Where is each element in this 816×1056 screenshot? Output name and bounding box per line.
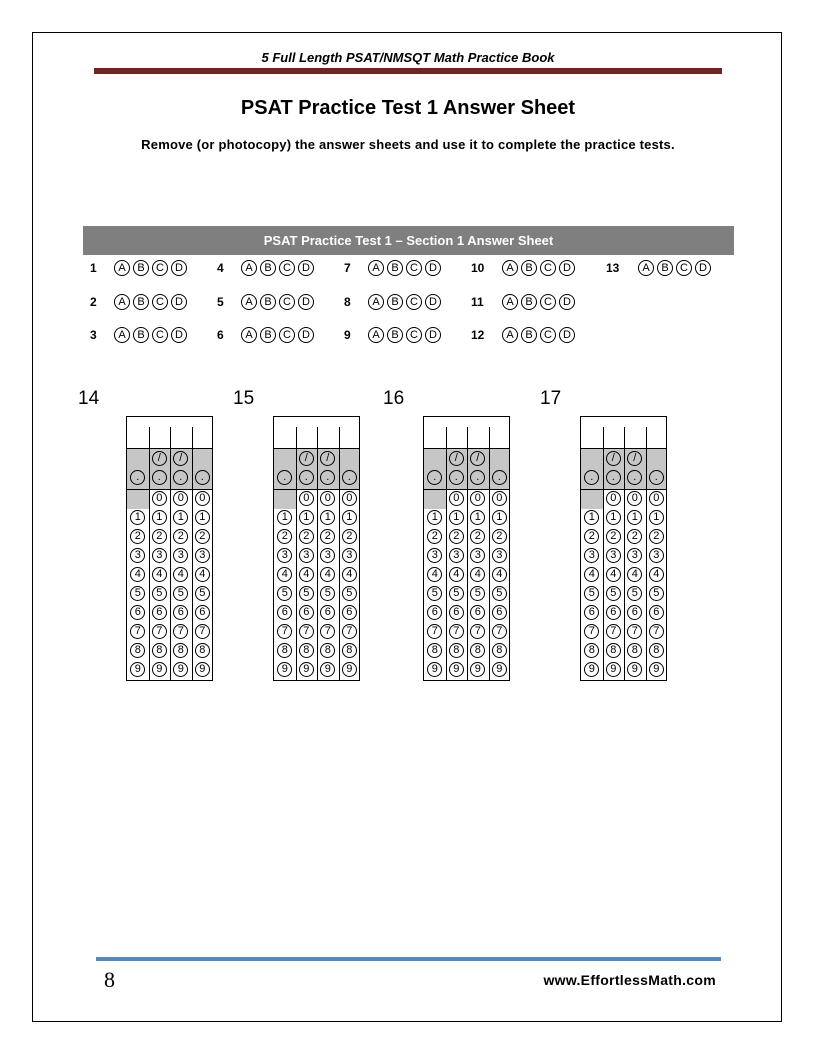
grid-bubble[interactable]: / bbox=[320, 451, 335, 466]
answer-bubble[interactable]: C bbox=[279, 260, 295, 276]
grid-bubble[interactable]: 5 bbox=[277, 586, 292, 601]
answer-bubble[interactable]: D bbox=[695, 260, 711, 276]
grid-bubble[interactable]: 3 bbox=[320, 548, 335, 563]
grid-bubble[interactable]: 4 bbox=[342, 567, 357, 582]
grid-bubble[interactable]: 2 bbox=[130, 529, 145, 544]
grid-bubble[interactable]: 9 bbox=[649, 662, 664, 677]
answer-bubble[interactable]: C bbox=[406, 294, 422, 310]
grid-bubble[interactable]: 6 bbox=[606, 605, 621, 620]
grid-column-line bbox=[149, 427, 150, 680]
grid-bubble[interactable]: 6 bbox=[195, 605, 210, 620]
grid-bubble[interactable]: 2 bbox=[152, 529, 167, 544]
grid-bubble[interactable]: 9 bbox=[427, 662, 442, 677]
grid-bubble[interactable]: 0 bbox=[173, 491, 188, 506]
grid-bubble[interactable]: / bbox=[627, 451, 642, 466]
grid-bubble[interactable]: 7 bbox=[173, 624, 188, 639]
grid-bubble[interactable]: 0 bbox=[320, 491, 335, 506]
answer-bubble[interactable]: A bbox=[502, 260, 518, 276]
answer-bubble[interactable]: B bbox=[133, 260, 149, 276]
grid-bubble[interactable]: 1 bbox=[342, 510, 357, 525]
question-number: 6 bbox=[217, 328, 224, 342]
grid-bubble[interactable]: 8 bbox=[277, 643, 292, 658]
grid-bubble[interactable]: 6 bbox=[130, 605, 145, 620]
grid-bubble[interactable]: 5 bbox=[320, 586, 335, 601]
grid-bubble[interactable]: 8 bbox=[299, 643, 314, 658]
grid-bubble[interactable]: / bbox=[152, 451, 167, 466]
answer-bubble[interactable]: B bbox=[387, 327, 403, 343]
grid-bubble[interactable]: 9 bbox=[320, 662, 335, 677]
grid-bubble[interactable]: . bbox=[299, 470, 314, 485]
grid-question-number: 16 bbox=[383, 388, 405, 409]
grid-bubble[interactable]: 6 bbox=[173, 605, 188, 620]
grid-bubble[interactable]: . bbox=[173, 470, 188, 485]
answer-choices bbox=[241, 327, 314, 343]
grid-bubble[interactable]: 6 bbox=[152, 605, 167, 620]
grid-bubble[interactable]: 9 bbox=[152, 662, 167, 677]
grid-bubble[interactable]: 9 bbox=[299, 662, 314, 677]
question-number: 9 bbox=[344, 328, 351, 342]
grid-bubble[interactable]: 6 bbox=[492, 605, 507, 620]
answer-bubble[interactable]: A bbox=[502, 294, 518, 310]
grid-bubble[interactable]: 4 bbox=[449, 567, 464, 582]
grid-bubble[interactable]: 5 bbox=[584, 586, 599, 601]
grid-bubble[interactable]: 7 bbox=[342, 624, 357, 639]
grid-bubble[interactable]: . bbox=[195, 470, 210, 485]
grid-bubble[interactable]: 4 bbox=[427, 567, 442, 582]
grid-question-number: 14 bbox=[78, 388, 100, 409]
grid-bubble[interactable]: 4 bbox=[299, 567, 314, 582]
answer-bubble[interactable]: B bbox=[133, 327, 149, 343]
grid-bubble[interactable]: 5 bbox=[195, 586, 210, 601]
grid-bubble[interactable]: . bbox=[320, 470, 335, 485]
grid-bubble[interactable]: 7 bbox=[606, 624, 621, 639]
question-number: 8 bbox=[344, 295, 351, 309]
grid-bubble[interactable]: 4 bbox=[277, 567, 292, 582]
grid-bubble[interactable]: / bbox=[470, 451, 485, 466]
answer-bubble[interactable]: D bbox=[425, 260, 441, 276]
shaded-cell bbox=[424, 489, 446, 509]
answer-bubble[interactable]: A bbox=[368, 260, 384, 276]
grid-in-box bbox=[580, 416, 667, 681]
grid-bubble[interactable]: 8 bbox=[320, 643, 335, 658]
grid-bubble[interactable]: 4 bbox=[173, 567, 188, 582]
grid-bubble[interactable]: 6 bbox=[449, 605, 464, 620]
question-number: 3 bbox=[90, 328, 97, 342]
grid-bubble[interactable]: 8 bbox=[584, 643, 599, 658]
grid-bubble[interactable]: 5 bbox=[342, 586, 357, 601]
grid-bubble[interactable]: 7 bbox=[492, 624, 507, 639]
answer-choices bbox=[502, 327, 575, 343]
grid-bubble[interactable]: 7 bbox=[627, 624, 642, 639]
answer-choices bbox=[114, 260, 187, 276]
grid-bubble[interactable]: 0 bbox=[649, 491, 664, 506]
grid-bubble[interactable]: 5 bbox=[492, 586, 507, 601]
grid-bubble[interactable]: 1 bbox=[492, 510, 507, 525]
answer-bubble[interactable]: B bbox=[521, 294, 537, 310]
grid-bubble[interactable]: 9 bbox=[449, 662, 464, 677]
grid-column-line bbox=[489, 427, 490, 680]
grid-bubble[interactable]: 7 bbox=[152, 624, 167, 639]
grid-bubble[interactable]: . bbox=[470, 470, 485, 485]
grid-bubble[interactable]: 2 bbox=[449, 529, 464, 544]
grid-column-line bbox=[192, 427, 193, 680]
grid-bubble[interactable]: 3 bbox=[130, 548, 145, 563]
grid-bubble[interactable]: 4 bbox=[584, 567, 599, 582]
answer-choices bbox=[368, 294, 441, 310]
grid-bubble[interactable]: 7 bbox=[299, 624, 314, 639]
grid-bubble[interactable]: . bbox=[152, 470, 167, 485]
answer-bubble[interactable]: A bbox=[502, 327, 518, 343]
grid-bubble[interactable]: 9 bbox=[130, 662, 145, 677]
grid-bubble[interactable]: 2 bbox=[195, 529, 210, 544]
grid-column-line bbox=[446, 427, 447, 680]
question-number: 13 bbox=[606, 261, 620, 275]
grid-bubble[interactable]: . bbox=[584, 470, 599, 485]
question-number: 4 bbox=[217, 261, 224, 275]
grid-bubble[interactable]: 2 bbox=[320, 529, 335, 544]
grid-column-line bbox=[296, 427, 297, 680]
grid-bubble[interactable]: 8 bbox=[627, 643, 642, 658]
question-number: 12 bbox=[471, 328, 485, 342]
answer-bubble[interactable]: A bbox=[114, 327, 130, 343]
grid-bubble[interactable]: 6 bbox=[342, 605, 357, 620]
answer-bubble[interactable]: C bbox=[540, 294, 556, 310]
grid-bubble[interactable]: 4 bbox=[152, 567, 167, 582]
grid-bubble[interactable]: 9 bbox=[584, 662, 599, 677]
grid-bubble[interactable]: 6 bbox=[299, 605, 314, 620]
grid-bubble[interactable]: 9 bbox=[492, 662, 507, 677]
grid-bubble[interactable]: 7 bbox=[449, 624, 464, 639]
grid-bubble[interactable]: 2 bbox=[342, 529, 357, 544]
grid-bubble[interactable]: 4 bbox=[195, 567, 210, 582]
shaded-cell bbox=[274, 489, 296, 509]
answer-bubble[interactable]: D bbox=[171, 260, 187, 276]
grid-bubble[interactable]: / bbox=[606, 451, 621, 466]
grid-bubble[interactable]: 9 bbox=[173, 662, 188, 677]
answer-choices bbox=[368, 327, 441, 343]
page-title: PSAT Practice Test 1 Answer Sheet bbox=[240, 97, 576, 119]
grid-bubble[interactable]: 7 bbox=[195, 624, 210, 639]
page-number: 8 bbox=[104, 967, 115, 992]
grid-bubble[interactable]: 3 bbox=[195, 548, 210, 563]
grid-bubble[interactable]: 8 bbox=[606, 643, 621, 658]
answer-bubble[interactable]: D bbox=[559, 327, 575, 343]
grid-bubble[interactable]: 4 bbox=[627, 567, 642, 582]
answer-bubble[interactable]: A bbox=[241, 327, 257, 343]
answer-bubble[interactable]: D bbox=[559, 294, 575, 310]
grid-bubble[interactable]: 7 bbox=[427, 624, 442, 639]
answer-bubble[interactable]: C bbox=[540, 327, 556, 343]
grid-bubble[interactable]: 6 bbox=[649, 605, 664, 620]
grid-bubble[interactable]: 4 bbox=[649, 567, 664, 582]
grid-bubble[interactable]: 4 bbox=[492, 567, 507, 582]
grid-bubble[interactable]: 9 bbox=[627, 662, 642, 677]
grid-bubble[interactable]: 5 bbox=[152, 586, 167, 601]
grid-bubble[interactable]: 3 bbox=[342, 548, 357, 563]
answer-bubble[interactable]: C bbox=[540, 260, 556, 276]
answer-bubble[interactable]: B bbox=[387, 260, 403, 276]
grid-bubble[interactable]: 5 bbox=[470, 586, 485, 601]
grid-bubble[interactable]: 1 bbox=[449, 510, 464, 525]
section-header: PSAT Practice Test 1 – Section 1 Answer Sheet bbox=[83, 226, 734, 255]
answer-bubble[interactable]: A bbox=[114, 294, 130, 310]
answer-bubble[interactable]: B bbox=[521, 327, 537, 343]
grid-bubble[interactable]: 4 bbox=[606, 567, 621, 582]
grid-bubble[interactable]: 1 bbox=[427, 510, 442, 525]
grid-bubble[interactable]: 8 bbox=[130, 643, 145, 658]
grid-bubble[interactable]: . bbox=[449, 470, 464, 485]
answer-bubble[interactable]: D bbox=[559, 260, 575, 276]
book-title: 5 Full Length PSAT/NMSQT Math Practice Book bbox=[261, 50, 555, 65]
grid-bubble[interactable]: 0 bbox=[152, 491, 167, 506]
answer-choices bbox=[502, 260, 575, 276]
grid-bubble[interactable]: . bbox=[277, 470, 292, 485]
grid-bubble[interactable]: 1 bbox=[320, 510, 335, 525]
grid-bubble[interactable]: 2 bbox=[277, 529, 292, 544]
grid-column-line bbox=[317, 427, 318, 680]
grid-column-line bbox=[467, 427, 468, 680]
answer-bubble[interactable]: C bbox=[152, 327, 168, 343]
answer-bubble[interactable]: A bbox=[638, 260, 654, 276]
grid-bubble[interactable]: . bbox=[627, 470, 642, 485]
grid-in-box bbox=[273, 416, 360, 681]
grid-bubble[interactable]: 7 bbox=[470, 624, 485, 639]
instructions: Remove (or photocopy) the answer sheets and use it to complete the practice tests. bbox=[141, 137, 675, 152]
grid-bubble[interactable]: 6 bbox=[470, 605, 485, 620]
grid-bubble[interactable]: 3 bbox=[584, 548, 599, 563]
grid-bubble[interactable]: 9 bbox=[470, 662, 485, 677]
answer-bubble[interactable]: C bbox=[279, 327, 295, 343]
answer-bubble[interactable]: D bbox=[425, 327, 441, 343]
grid-bubble[interactable]: 8 bbox=[152, 643, 167, 658]
grid-bubble[interactable]: 2 bbox=[606, 529, 621, 544]
grid-bubble[interactable]: . bbox=[649, 470, 664, 485]
grid-bubble[interactable]: . bbox=[130, 470, 145, 485]
grid-bubble[interactable]: 5 bbox=[130, 586, 145, 601]
grid-bubble[interactable]: 6 bbox=[320, 605, 335, 620]
grid-column-line bbox=[170, 427, 171, 680]
grid-bubble[interactable]: . bbox=[492, 470, 507, 485]
grid-column-line bbox=[624, 427, 625, 680]
grid-bubble[interactable]: 9 bbox=[195, 662, 210, 677]
grid-bubble[interactable]: 0 bbox=[627, 491, 642, 506]
question-number: 1 bbox=[90, 261, 97, 275]
answer-bubble[interactable]: C bbox=[406, 260, 422, 276]
grid-bubble[interactable]: 6 bbox=[627, 605, 642, 620]
answer-bubble[interactable]: C bbox=[152, 260, 168, 276]
grid-bubble[interactable]: 7 bbox=[649, 624, 664, 639]
grid-bubble[interactable]: 2 bbox=[173, 529, 188, 544]
grid-bubble[interactable]: 1 bbox=[195, 510, 210, 525]
grid-bubble[interactable]: 1 bbox=[130, 510, 145, 525]
grid-bubble[interactable]: 6 bbox=[427, 605, 442, 620]
question-number: 2 bbox=[90, 295, 97, 309]
grid-bubble[interactable]: 3 bbox=[449, 548, 464, 563]
grid-bubble[interactable]: 8 bbox=[173, 643, 188, 658]
answer-bubble[interactable]: A bbox=[368, 327, 384, 343]
grid-bubble[interactable]: 7 bbox=[130, 624, 145, 639]
grid-column-line bbox=[339, 427, 340, 680]
grid-bubble[interactable]: 3 bbox=[470, 548, 485, 563]
grid-bubble[interactable]: 4 bbox=[130, 567, 145, 582]
answer-bubble[interactable]: C bbox=[676, 260, 692, 276]
answer-choices bbox=[241, 294, 314, 310]
question-number: 10 bbox=[471, 261, 485, 275]
grid-bubble[interactable]: 3 bbox=[627, 548, 642, 563]
grid-bubble[interactable]: . bbox=[606, 470, 621, 485]
grid-bubble[interactable]: 0 bbox=[606, 491, 621, 506]
grid-bubble[interactable]: 8 bbox=[470, 643, 485, 658]
answer-choices bbox=[241, 260, 314, 276]
bottom-rule bbox=[96, 957, 721, 961]
answer-bubble[interactable]: B bbox=[133, 294, 149, 310]
grid-question-number: 15 bbox=[233, 388, 255, 409]
answer-bubble[interactable]: D bbox=[298, 294, 314, 310]
grid-bubble[interactable]: 4 bbox=[470, 567, 485, 582]
grid-bubble[interactable]: 9 bbox=[606, 662, 621, 677]
answer-bubble[interactable]: D bbox=[425, 294, 441, 310]
answer-bubble[interactable]: B bbox=[521, 260, 537, 276]
answer-bubble[interactable]: C bbox=[406, 327, 422, 343]
grid-bubble[interactable]: 5 bbox=[627, 586, 642, 601]
grid-bubble[interactable]: 3 bbox=[299, 548, 314, 563]
grid-bubble[interactable]: 0 bbox=[342, 491, 357, 506]
grid-bubble[interactable]: / bbox=[299, 451, 314, 466]
grid-bubble[interactable]: 0 bbox=[299, 491, 314, 506]
grid-bubble[interactable]: 2 bbox=[299, 529, 314, 544]
grid-bubble[interactable]: 1 bbox=[584, 510, 599, 525]
grid-bubble[interactable]: 3 bbox=[152, 548, 167, 563]
grid-in-box bbox=[423, 416, 510, 681]
grid-bubble[interactable]: 6 bbox=[277, 605, 292, 620]
grid-bubble[interactable]: 2 bbox=[584, 529, 599, 544]
grid-bubble[interactable]: 4 bbox=[320, 567, 335, 582]
grid-bubble[interactable]: 5 bbox=[649, 586, 664, 601]
grid-bubble[interactable]: 1 bbox=[606, 510, 621, 525]
grid-bubble[interactable]: 1 bbox=[173, 510, 188, 525]
grid-bubble[interactable]: 3 bbox=[606, 548, 621, 563]
question-number: 5 bbox=[217, 295, 224, 309]
grid-bubble[interactable]: 7 bbox=[277, 624, 292, 639]
answer-choices bbox=[638, 260, 711, 276]
grid-bubble[interactable]: 3 bbox=[649, 548, 664, 563]
answer-bubble[interactable]: B bbox=[260, 294, 276, 310]
answer-bubble[interactable]: D bbox=[298, 260, 314, 276]
grid-bubble[interactable]: 3 bbox=[277, 548, 292, 563]
answer-bubble[interactable]: A bbox=[241, 260, 257, 276]
grid-bubble[interactable]: 5 bbox=[449, 586, 464, 601]
grid-bubble[interactable]: 1 bbox=[627, 510, 642, 525]
answer-bubble[interactable]: B bbox=[387, 294, 403, 310]
answer-bubble[interactable]: C bbox=[279, 294, 295, 310]
grid-bubble[interactable]: 9 bbox=[342, 662, 357, 677]
grid-bubble[interactable]: 8 bbox=[427, 643, 442, 658]
answer-bubble[interactable]: D bbox=[298, 327, 314, 343]
grid-bubble[interactable]: 0 bbox=[492, 491, 507, 506]
answer-bubble[interactable]: D bbox=[171, 327, 187, 343]
grid-bubble[interactable]: 2 bbox=[427, 529, 442, 544]
answer-choices bbox=[114, 294, 187, 310]
grid-bubble[interactable]: 7 bbox=[584, 624, 599, 639]
grid-bubble[interactable]: 6 bbox=[584, 605, 599, 620]
shaded-cell bbox=[581, 489, 603, 509]
answer-bubble[interactable]: D bbox=[171, 294, 187, 310]
grid-bubble[interactable]: 3 bbox=[492, 548, 507, 563]
grid-bubble[interactable]: 8 bbox=[195, 643, 210, 658]
grid-bubble[interactable]: 0 bbox=[470, 491, 485, 506]
grid-bubble[interactable]: 8 bbox=[342, 643, 357, 658]
grid-bubble[interactable]: . bbox=[342, 470, 357, 485]
website: www.EffortlessMath.com bbox=[543, 972, 716, 988]
grid-bubble[interactable]: 2 bbox=[470, 529, 485, 544]
question-number: 7 bbox=[344, 261, 351, 275]
answer-bubble[interactable]: B bbox=[260, 260, 276, 276]
answer-choices bbox=[502, 294, 575, 310]
grid-in-box bbox=[126, 416, 213, 681]
grid-bubble[interactable]: 1 bbox=[152, 510, 167, 525]
grid-bubble[interactable]: . bbox=[427, 470, 442, 485]
answer-bubble[interactable]: B bbox=[260, 327, 276, 343]
grid-question-number: 17 bbox=[540, 388, 562, 409]
grid-bubble[interactable]: 5 bbox=[606, 586, 621, 601]
shaded-cell bbox=[127, 489, 149, 509]
answer-bubble[interactable]: A bbox=[114, 260, 130, 276]
grid-bubble[interactable]: 3 bbox=[173, 548, 188, 563]
grid-bubble[interactable]: 5 bbox=[427, 586, 442, 601]
grid-bubble[interactable]: 3 bbox=[427, 548, 442, 563]
grid-bubble[interactable]: 8 bbox=[449, 643, 464, 658]
answer-bubble[interactable]: C bbox=[152, 294, 168, 310]
grid-bubble[interactable]: 5 bbox=[173, 586, 188, 601]
answer-bubble[interactable]: B bbox=[657, 260, 673, 276]
grid-bubble[interactable]: 7 bbox=[320, 624, 335, 639]
grid-bubble[interactable]: 1 bbox=[470, 510, 485, 525]
grid-bubble[interactable]: 8 bbox=[649, 643, 664, 658]
grid-bubble[interactable]: 0 bbox=[449, 491, 464, 506]
grid-bubble[interactable]: 1 bbox=[277, 510, 292, 525]
grid-bubble[interactable]: 8 bbox=[492, 643, 507, 658]
grid-bubble[interactable]: / bbox=[449, 451, 464, 466]
grid-bubble[interactable]: 5 bbox=[299, 586, 314, 601]
grid-bubble[interactable]: 1 bbox=[299, 510, 314, 525]
grid-bubble[interactable]: 2 bbox=[649, 529, 664, 544]
answer-bubble[interactable]: A bbox=[368, 294, 384, 310]
answer-choices bbox=[368, 260, 441, 276]
grid-column-line bbox=[646, 427, 647, 680]
answer-bubble[interactable]: A bbox=[241, 294, 257, 310]
grid-column-line bbox=[603, 427, 604, 680]
grid-bubble[interactable]: / bbox=[173, 451, 188, 466]
question-number: 11 bbox=[471, 295, 484, 309]
grid-bubble[interactable]: 0 bbox=[195, 491, 210, 506]
grid-bubble[interactable]: 1 bbox=[649, 510, 664, 525]
grid-bubble[interactable]: 2 bbox=[627, 529, 642, 544]
grid-bubble[interactable]: 2 bbox=[492, 529, 507, 544]
top-rule bbox=[94, 68, 722, 74]
answer-choices bbox=[114, 327, 187, 343]
grid-bubble[interactable]: 9 bbox=[277, 662, 292, 677]
